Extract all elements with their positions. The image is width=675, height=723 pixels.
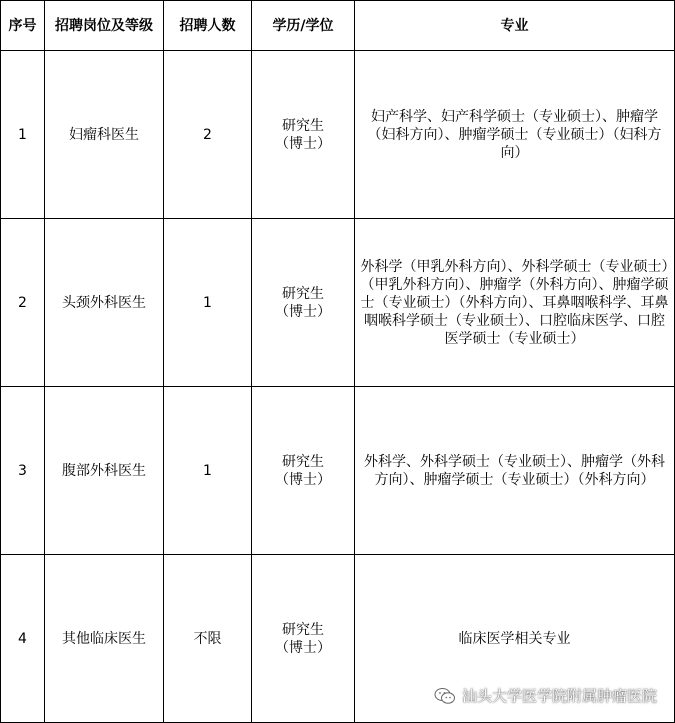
watermark: [434, 685, 657, 706]
table-row: [1, 51, 675, 219]
cell-position: 妇瘤科医生: [45, 51, 164, 219]
degree-line2: （博士）: [275, 303, 331, 320]
cell-no: 2: [1, 219, 45, 387]
cell-position: 腹部外科医生: [45, 387, 164, 555]
degree-line2: （博士）: [275, 639, 331, 656]
cell-count: 1: [164, 387, 252, 555]
table-header-row: [1, 1, 675, 51]
wechat-icon: [434, 687, 456, 705]
cell-count: 1: [164, 219, 252, 387]
header-major: 专业: [355, 1, 675, 51]
cell-count: 2: [164, 51, 252, 219]
cell-count: 不限: [164, 555, 252, 723]
watermark-text: 汕头大学医学院附属肿瘤医院: [461, 687, 657, 705]
cell-position: 头颈外科医生: [45, 219, 164, 387]
degree-line1: 研究生: [282, 621, 324, 638]
cell-degree: [252, 219, 355, 387]
cell-position: 其他临床医生: [45, 555, 164, 723]
header-position: 招聘岗位及等级: [45, 1, 164, 51]
table-row: [1, 387, 675, 555]
degree-line2: （博士）: [275, 135, 331, 152]
table-row: [1, 219, 675, 387]
cell-major: 妇产科学、妇产科学硕士（专业硕士）、肿瘤学（妇科方向）、肿瘤学硕士（专业硕士）（妇科方向）: [355, 51, 675, 219]
degree-line1: 研究生: [282, 285, 324, 302]
cell-degree: [252, 51, 355, 219]
header-no: 序号: [1, 1, 45, 51]
cell-degree: [252, 555, 355, 723]
degree-line2: （博士）: [275, 471, 331, 488]
cell-degree: [252, 387, 355, 555]
cell-no: 1: [1, 51, 45, 219]
degree-line1: 研究生: [282, 117, 324, 134]
header-degree: 学历/学位: [252, 1, 355, 51]
cell-no: 4: [1, 555, 45, 723]
cell-no: 3: [1, 387, 45, 555]
degree-line1: 研究生: [282, 453, 324, 470]
cell-major: 外科学、外科学硕士（专业硕士）、肿瘤学（外科方向）、肿瘤学硕士（专业硕士）（外科方向）: [355, 387, 675, 555]
cell-major: 外科学（甲乳外科方向）、外科学硕士（专业硕士）（甲乳外科方向）、肿瘤学（外科方向）、肿瘤学硕士（专业硕士）（外科方向）、耳鼻咽喉科学、耳鼻咽喉科学硕士（专业硕士）、口腔临床医学、口腔医学硕士（专业硕士）: [355, 219, 675, 387]
header-count: 招聘人数: [164, 1, 252, 51]
cell-major: 临床医学相关专业: [355, 555, 675, 723]
